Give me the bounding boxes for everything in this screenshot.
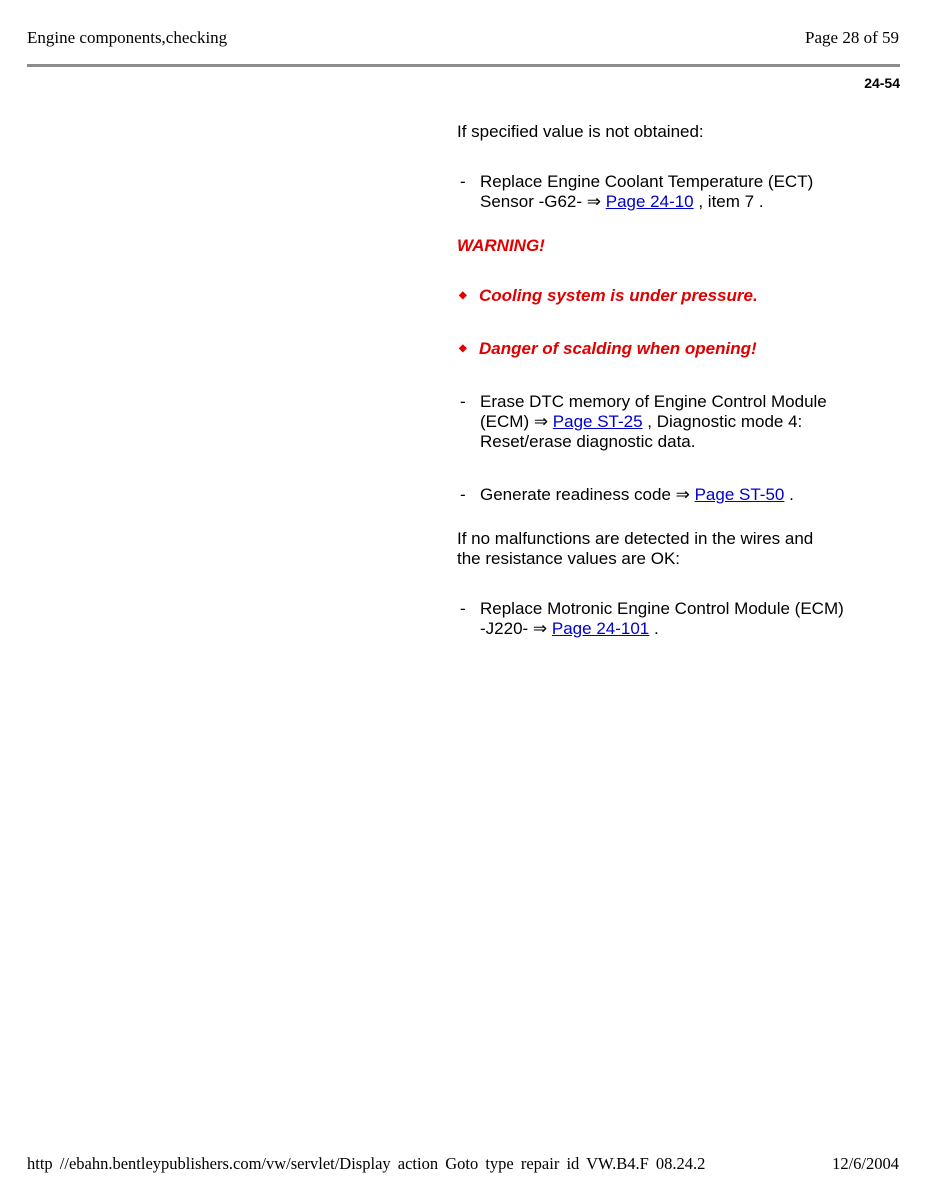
step-text-line: Reset/erase diagnostic data.	[480, 432, 696, 451]
link-page-st-50[interactable]: Page ST-50	[694, 485, 785, 504]
step-replace-sensor	[457, 172, 887, 212]
step-text-line: -J220- ⇒	[480, 619, 552, 638]
section-code: 24-54	[864, 75, 900, 91]
step-dash: -	[460, 599, 466, 618]
step-text-line: Sensor -G62- ⇒	[480, 192, 606, 211]
step-text-line: Erase DTC memory of Engine Control Module	[480, 392, 827, 411]
main-content	[457, 122, 887, 639]
para-line: If no malfunctions are detected in the wires and	[457, 529, 814, 548]
warning-text: Danger of scalding when opening!	[479, 339, 757, 358]
step-text	[480, 172, 887, 212]
header-title: Engine components,checking	[27, 28, 228, 47]
step-text-line: .	[784, 485, 794, 504]
link-page-st-25[interactable]: Page ST-25	[552, 412, 643, 431]
link-page-24-10[interactable]: Page 24-10	[605, 192, 694, 211]
step-text	[480, 485, 887, 505]
step-readiness-code	[457, 485, 887, 505]
warning-text: Cooling system is under pressure.	[479, 286, 758, 305]
step-text	[480, 599, 887, 639]
step-dash: -	[460, 485, 466, 504]
step-text	[480, 392, 887, 452]
step-text-line: Replace Engine Coolant Temperature (ECT)	[480, 172, 814, 191]
footer-url: http //ebahn.bentleypublishers.com/vw/servlet/Display action Goto type repair id VW.B4.F 08.24.2	[27, 1154, 706, 1173]
step-text-line: , item 7 .	[693, 192, 764, 211]
step-text-line: .	[649, 619, 659, 638]
step-replace-ecm	[457, 599, 887, 639]
warning-item-scalding	[457, 339, 887, 359]
header-divider	[27, 64, 900, 67]
step-dash: -	[460, 172, 466, 191]
diamond-bullet-icon: ◆	[459, 290, 467, 301]
warning-title: WARNING!	[457, 236, 545, 255]
no-malfunction-text	[457, 529, 887, 569]
step-erase-dtc	[457, 392, 887, 452]
step-text-line: Replace Motronic Engine Control Module (ECM)	[480, 599, 844, 618]
diamond-bullet-icon: ◆	[459, 343, 467, 354]
warning-item-pressure	[457, 286, 887, 306]
link-page-24-101[interactable]: Page 24-101	[551, 619, 650, 638]
footer-date: 12/6/2004	[832, 1154, 899, 1173]
para-line: the resistance values are OK:	[457, 549, 681, 568]
step-text-line: , Diagnostic mode 4:	[642, 412, 803, 431]
page-number: Page 28 of 59	[805, 28, 899, 47]
step-text-line: Generate readiness code ⇒	[480, 485, 695, 504]
intro-text: If specified value is not obtained:	[457, 122, 704, 141]
step-text-line: (ECM) ⇒	[480, 412, 553, 431]
step-dash: -	[460, 392, 466, 411]
